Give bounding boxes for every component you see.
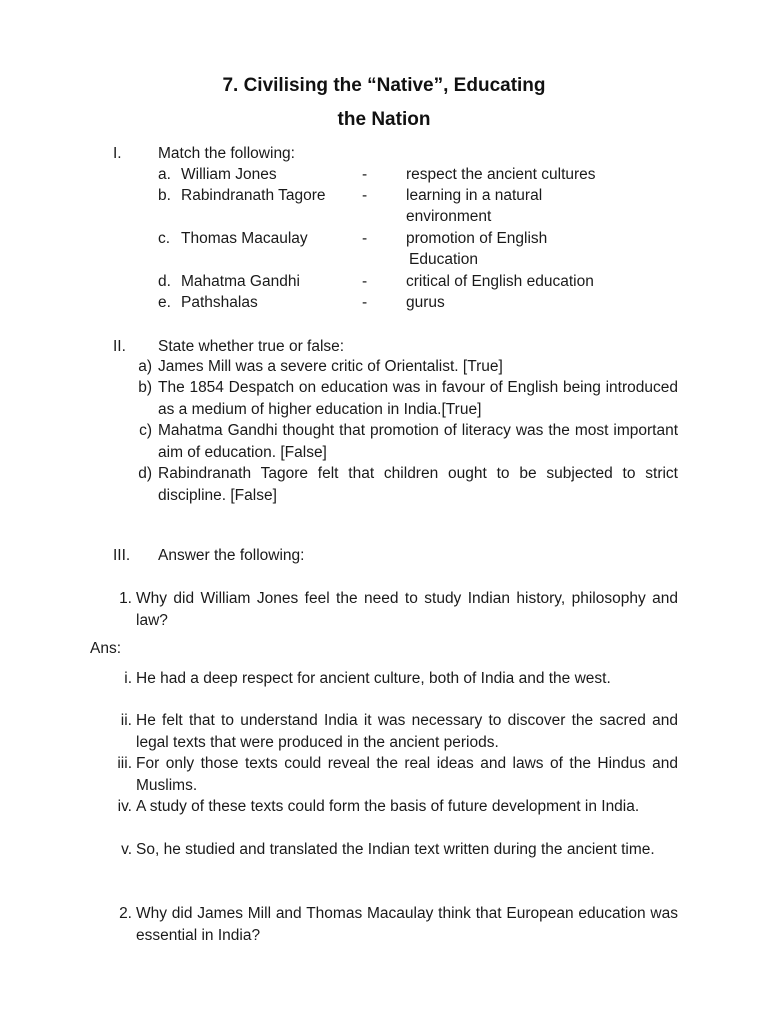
list-marker: b) <box>138 379 152 396</box>
match-dash: - <box>362 273 368 290</box>
match-marker: d. <box>158 273 171 290</box>
list-marker: iii. <box>117 755 132 772</box>
section-3-heading: Answer the following: <box>158 547 305 564</box>
match-dash: - <box>362 187 368 204</box>
list-marker: a) <box>138 358 152 375</box>
list-item: Mahatma Gandhi thought that promotion of literacy was the most important aim of education. [False] <box>158 422 678 461</box>
match-marker: a. <box>158 166 171 183</box>
match-marker: c. <box>158 230 171 247</box>
match-answer: critical of English education <box>406 273 594 290</box>
document-title-line-2: the Nation <box>337 109 431 130</box>
match-answer: learning in a natural <box>406 187 543 204</box>
section-2-heading: State whether true or false: <box>158 338 345 355</box>
section-1-heading: Match the following: <box>158 145 295 162</box>
list-item: The 1854 Despatch on education was in favour of English being introduced as a medium of higher education in India.[True] <box>158 379 678 418</box>
match-name: Thomas Macaulay <box>181 230 308 247</box>
document-title-line-1: 7. Civilising the “Native”, Educating <box>222 75 546 96</box>
section-2-numeral: II. <box>113 338 126 355</box>
list-item: Rabindranath Tagore felt that children ought to be subjected to strict discipline. [False] <box>158 465 678 504</box>
match-answer: promotion of English <box>406 230 548 247</box>
match-marker: e. <box>158 294 171 311</box>
list-item: So, he studied and translated the Indian text written during the ancient time. <box>136 841 655 858</box>
match-name: Pathshalas <box>181 294 258 311</box>
question-2: Why did James Mill and Thomas Macaulay think that European education was essential in India? <box>136 905 678 944</box>
list-item: He had a deep respect for ancient culture, both of India and the west. <box>136 670 611 687</box>
question-1: Why did William Jones feel the need to study Indian history, philosophy and law? <box>136 590 678 629</box>
match-name: Mahatma Gandhi <box>181 273 300 290</box>
list-item: For only those texts could reveal the real ideas and laws of the Hindus and Muslims. <box>136 755 678 794</box>
answer-label: Ans: <box>90 640 122 657</box>
list-marker: d) <box>138 465 152 482</box>
list-marker: ii. <box>120 712 132 729</box>
section-3-numeral: III. <box>113 547 131 564</box>
match-answer-cont: Education <box>409 251 478 268</box>
section-1-numeral: I. <box>113 145 122 162</box>
match-answer: gurus <box>406 294 445 311</box>
list-item: He felt that to understand India it was necessary to discover the sacred and legal texts that were produced in the ancient periods. <box>136 712 678 751</box>
list-marker: i. <box>124 670 132 687</box>
match-answer: respect the ancient cultures <box>406 166 596 183</box>
list-marker: c) <box>139 422 152 439</box>
match-dash: - <box>362 230 368 247</box>
list-item: A study of these texts could form the basis of future development in India. <box>136 798 640 815</box>
question-number: 1. <box>119 590 132 607</box>
match-name: William Jones <box>181 166 277 183</box>
list-marker: v. <box>121 841 132 858</box>
match-name: Rabindranath Tagore <box>181 187 326 204</box>
match-answer-cont: environment <box>406 208 492 225</box>
match-dash: - <box>362 166 368 183</box>
list-marker: iv. <box>117 798 132 815</box>
match-marker: b. <box>158 187 171 204</box>
question-number: 2. <box>119 905 132 922</box>
match-dash: - <box>362 294 368 311</box>
list-item: James Mill was a severe critic of Orientalist. [True] <box>158 358 503 375</box>
